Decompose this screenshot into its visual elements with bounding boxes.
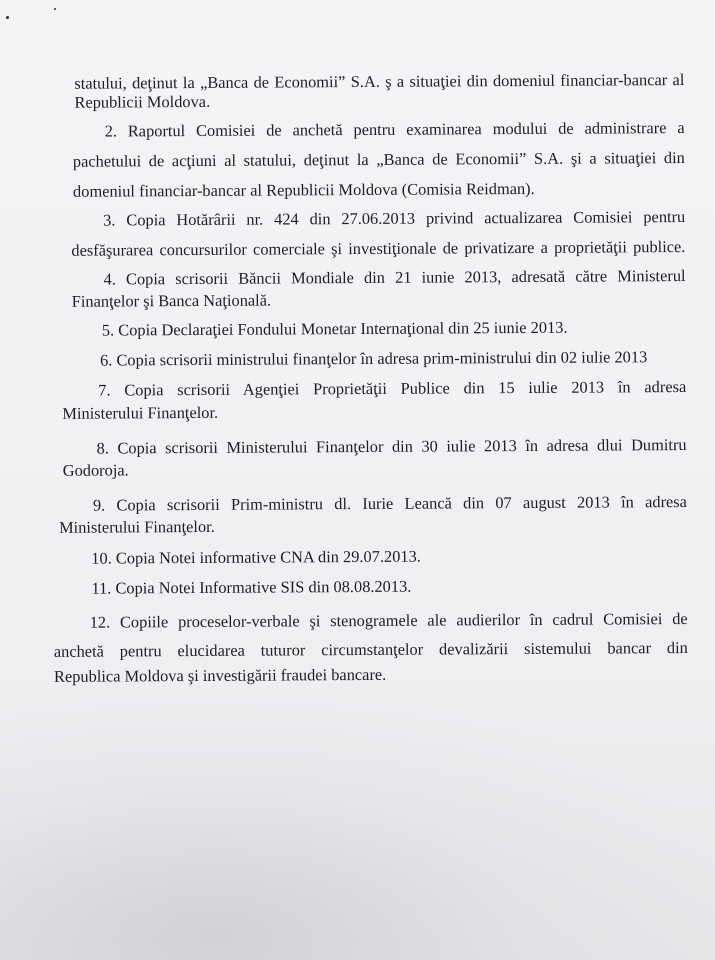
list-item-4-label: 4. Copia scrisorii Băncii Mondiale din 21 iunie 2013, adresată către Ministerul	[103, 266, 686, 289]
list-item-3-line-1: desfăşurarea concursurilor comerciale şi investiţionale de privatizare a proprietăţii publice.	[71, 237, 686, 260]
list-item-2-line-2: domeniul financiar-bancar al Republicii Moldova (Comisia Reidman).	[72, 178, 535, 201]
list-item-2-label: 2. Raportul Comisiei de anchetă pentru examinarea modului de administrare a	[104, 118, 685, 141]
list-item-3-label: 3. Copia Hotărârii nr. 424 din 27.06.2013 privind actualizarea Comisiei pentru	[103, 207, 686, 230]
list-item-7-line-1: Ministerului Finanţelor.	[62, 402, 219, 423]
intro-line-1: statului, deţinut la „Banca de Economii” S.A. ş a situaţiei din domeniul financiar-bancar al	[74, 70, 685, 93]
list-item-4-line-1: Finanţelor şi Banca Naţională.	[71, 290, 272, 311]
list-item-8-line-1: Godoroja.	[62, 460, 129, 480]
list-item-2-line-1: pachetului de acţiuni al statului, deţinut la „Banca de Economii” S.A. şi a situaţiei din	[72, 148, 685, 171]
list-item-12-line-2: Republica Moldova şi investigării fraudei bancare.	[53, 664, 387, 686]
list-item-9-label: 9. Copia scrisorii Prim-ministru dl. Iurie Leancă din 07 august 2013 în adresa	[92, 492, 687, 515]
list-item-10-label: 10. Copia Notei informative CNA din 29.07.2013.	[91, 546, 421, 568]
list-item-6-label: 6. Copia scrisorii ministrului finanţelor în adresa prim-ministrului din 02 iulie 2013	[99, 347, 648, 370]
intro-line-2: Republicii Moldova.	[74, 91, 211, 112]
list-item-12-label: 12. Copiile proceselor-verbale şi stenogramele ale audierilor în cadrul Comisiei de	[89, 609, 688, 632]
list-item-7-label: 7. Copia scrisorii Agenţiei Proprietăţii Publice din 15 iulie 2013 în adresa	[98, 377, 687, 400]
list-item-8-label: 8. Copia scrisorii Ministerului Finanţelor din 30 iulie 2013 în adresa dlui Dumitru	[96, 435, 687, 458]
list-item-5-label: 5. Copia Declaraţiei Fondului Monetar Internaţional din 25 iunie 2013.	[101, 317, 568, 340]
list-item-9-line-1: Ministerului Finanţelor.	[59, 516, 215, 537]
list-item-12-line-1: anchetă pentru elucidarea tuturor circumstanţelor devalizării sistemului bancar din	[53, 638, 688, 661]
page-shadow	[0, 700, 715, 960]
list-item-11-label: 11. Copia Notei Informative SIS din 08.08.2013.	[91, 576, 412, 598]
